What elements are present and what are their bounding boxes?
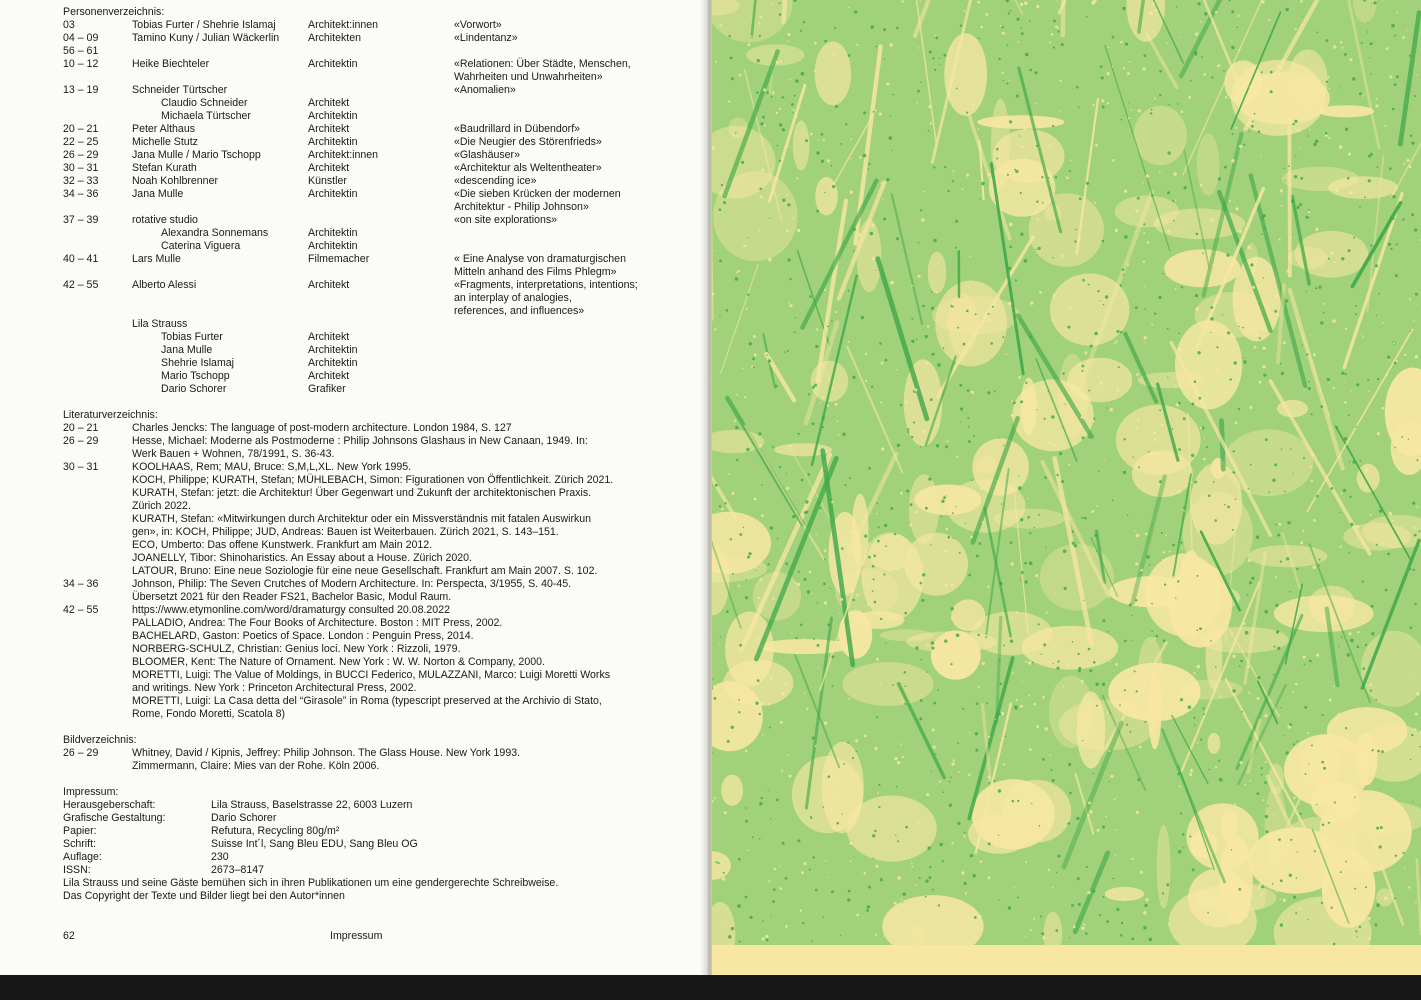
contribution-title: Architektur - Philip Johnson» [454,201,589,213]
person-role: Architektin [308,240,358,252]
literature-entry: MORETTI, Luigi: La Casa detta del “Girasole” in Roma (typescript preserved at the Archivio di Stato, [132,695,602,707]
right-page-image [712,0,1421,975]
person-pages: 42 – 55 [63,279,99,291]
person-role: Architekt:innen [308,149,379,161]
contribution-title: Wahrheiten und Unwahrheiten» [454,71,603,83]
literature-entry: Johnson, Philip: The Seven Crutches of Modern Architecture. In: Perspecta, 3/1955, S. 40-45. [132,578,572,590]
literature-entry: MORETTI, Luigi: The Value of Moldings, in BUCCI Federico, MULAZZANI, Marco: Luigi Moretti Works [132,669,611,681]
contribution-title: an interplay of analogies, [454,292,572,304]
person-role: Architekt [308,97,350,109]
person-name: Mario Tschopp [161,370,230,382]
person-role: Architekt [308,279,350,291]
person-pages: 34 – 36 [63,188,99,200]
impressum-note-line: Lila Strauss und seine Gäste bemühen sich in ihren Publikationen um eine gendergerechte Schreibweise. [63,877,559,889]
person-name: Jana Mulle [161,344,213,356]
running-footer-section: Impressum [330,930,383,942]
literature-pages: 30 – 31 [63,461,99,473]
person-pages: 26 – 29 [63,149,99,161]
impressum-label: Schrift: [63,838,96,850]
impressum-heading: Impressum: [63,786,119,798]
person-role: Künstler [308,175,347,187]
impressum-value: Refutura, Recycling 80g/m² [211,825,340,837]
impressum-label: ISSN: [63,864,91,876]
impressum-label: Papier: [63,825,97,837]
image-credit-entry: Whitney, David / Kipnis, Jeffrey: Philip Johnson. The Glass House. New York 1993. [132,747,521,759]
person-pages: 20 – 21 [63,123,99,135]
person-name: Caterina Viguera [161,240,241,252]
person-name: Tamino Kuny / Julian Wäckerlin [132,32,280,44]
impressum-label: Grafische Gestaltung: [63,812,166,824]
person-name: Noah Kohlbrenner [132,175,218,187]
person-role: Architekt:innen [308,19,379,31]
contribution-title: «Die Neugier des Störenfrieds» [454,136,602,148]
impressum-value: Suisse Int´l, Sang Bleu EDU, Sang Bleu OG [211,838,418,850]
person-name: Alberto Alessi [132,279,197,291]
literature-entry: ECO, Umberto: Das offene Kunstwerk. Frankfurt am Main 2012. [132,539,433,551]
left-page [0,0,708,975]
person-name: Michaela Türtscher [161,110,251,122]
person-pages: 32 – 33 [63,175,99,187]
literature-entry: https://www.etymonline.com/word/dramaturgy consulted 20.08.2022 [132,604,450,616]
literature-entry: Werk Bauen + Wohnen, 78/1991, S. 36-43. [132,448,335,460]
person-name: Lila Strauss [132,318,188,330]
person-name: Shehrie Islamaj [161,357,235,369]
literature-entry: JOANELLY, Tibor: Shinoharistics. An Essay about a House. Zürich 2020. [132,552,472,564]
person-name: Alexandra Sonnemans [161,227,269,239]
literature-entry: Übersetzt 2021 für den Reader FS21, Bachelor Basic, Modul Raum. [132,591,452,603]
literature-entry: BACHELARD, Gaston: Poetics of Space. London : Penguin Press, 2014. [132,630,474,642]
person-name: Dario Schorer [161,383,227,395]
contribution-title: «Glashäuser» [454,149,520,161]
contribution-title: «Die sieben Krücken der modernen [454,188,621,200]
person-name: Jana Mulle [132,188,184,200]
contribution-title: «Fragments, interpretations, intentions; [454,279,638,291]
literature-entry: Rome, Fondo Moretti, Scatola 8) [132,708,286,720]
literature-pages: 42 – 55 [63,604,99,616]
contribution-title: «Architektur als Weltentheater» [454,162,602,174]
literature-entry: and writings. New York : Princeton Architectural Press, 2002. [132,682,417,694]
literature-entry: KOOLHAAS, Rem; MAU, Bruce: S,M,L,XL. New York 1995. [132,461,412,473]
person-name: Lars Mulle [132,253,181,265]
literature-entry: Charles Jencks: The language of post-modern architecture. London 1984, S. 127 [132,422,512,434]
person-role: Architekten [308,32,361,44]
literature-entry: KURATH, Stefan: «Mitwirkungen durch Architektur oder ein Missverständnis mit fatalen Auswirkun [132,513,592,525]
person-name: Michelle Stutz [132,136,198,148]
literature-entry: NORBERG-SCHULZ, Christian: Genius loci. New York : Rizzoli, 1979. [132,643,461,655]
impressum-label: Auflage: [63,851,102,863]
person-role: Architektin [308,58,358,70]
person-name: rotative studio [132,214,198,226]
person-role: Architekt [308,331,350,343]
literature-pages: 34 – 36 [63,578,99,590]
literature-pages: 20 – 21 [63,422,99,434]
page-number: 62 [63,930,75,942]
person-name: Heike Biechteler [132,58,210,70]
person-role: Filmemacher [308,253,370,265]
person-pages: 40 – 41 [63,253,99,265]
literature-entry: BLOOMER, Kent: The Nature of Ornament. New York : W. W. Norton & Company, 2000. [132,656,545,668]
contribution-title: references, and influences» [454,305,585,317]
literature-entry: KOCH, Philippe; KURATH, Stefan; MÜHLEBACH, Simon: Figurationen von Öffentlichkeit. Zürich 2021. [132,474,614,486]
person-pages: 04 – 09 [63,32,99,44]
literature-entry: PALLADIO, Andrea: The Four Books of Architecture. Boston : MIT Press, 2002. [132,617,503,629]
person-name: Peter Althaus [132,123,196,135]
person-role: Architektin [308,188,358,200]
person-pages: 03 [63,19,75,31]
person-pages: 13 – 19 [63,84,99,96]
scanner-bed-edge [0,975,1421,1000]
person-name: Tobias Furter [161,331,223,343]
literature-entry: Hesse, Michael: Moderne als Postmoderne : Philip Johnsons Glashaus in New Canaan, 1949. In: [132,435,588,447]
person-pages: 56 – 61 [63,45,99,57]
contribution-title: «Baudrillard in Dübendorf» [454,123,581,135]
image-credit-pages: 26 – 29 [63,747,99,759]
person-role: Architektin [308,227,358,239]
image-credit-entry: Zimmermann, Claire: Mies van der Rohe. Köln 2006. [132,760,380,772]
personen-heading: Personenverzeichnis: [63,6,165,18]
literatur-heading: Literaturverzeichnis: [63,409,158,421]
person-pages: 37 – 39 [63,214,99,226]
contribution-title: «Lindentanz» [454,32,518,44]
contribution-title: «descending ice» [454,175,537,187]
person-name: Tobias Furter / Shehrie Islamaj [132,19,276,31]
contribution-title: «Relationen: Über Städte, Menschen, [454,58,631,70]
bild-heading: Bildverzeichnis: [63,734,137,746]
impressum-value: Dario Schorer [211,812,277,824]
impressum-value: 230 [211,851,229,863]
person-role: Architektin [308,357,358,369]
person-role: Grafiker [308,383,346,395]
person-name: Claudio Schneider [161,97,248,109]
foliage-halftone-image [712,0,1421,975]
contribution-title: « Eine Analyse von dramaturgischen [454,253,626,265]
impressum-value: Lila Strauss, Baselstrasse 22, 6003 Luzern [211,799,413,811]
literature-entry: Zürich 2022. [132,500,191,512]
literature-entry: gen», in: KOCH, Philippe; JUD, Andreas: Bauen ist Weiterbauen. Zürich 2021, S. 143–151. [132,526,559,538]
contribution-title: «Vorwort» [454,19,502,31]
person-role: Architektin [308,344,358,356]
impressum-value: 2673–8147 [211,864,265,876]
literature-pages: 26 – 29 [63,435,99,447]
person-name: Jana Mulle / Mario Tschopp [132,149,261,161]
person-role: Architektin [308,136,358,148]
contribution-title: «Anomalien» [454,84,516,96]
person-role: Architektin [308,110,358,122]
person-role: Architekt [308,162,350,174]
contribution-title: «on site explorations» [454,214,558,226]
contribution-title: Mitteln anhand des Films Phlegm» [454,266,617,278]
person-pages: 22 – 25 [63,136,99,148]
person-name: Schneider Türtscher [132,84,228,96]
person-name: Stefan Kurath [132,162,197,174]
person-pages: 10 – 12 [63,58,99,70]
impressum-note-line: Das Copyright der Texte und Bilder liegt bei den Autor*innen [63,890,345,902]
person-pages: 30 – 31 [63,162,99,174]
literature-entry: LATOUR, Bruno: Eine neue Soziologie für eine neue Gesellschaft. Frankfurt am Main 2007. S. 102. [132,565,598,577]
person-role: Architekt [308,123,350,135]
impressum-label: Herausgeberschaft: [63,799,156,811]
literature-entry: KURATH, Stefan: jetzt: die Architektur! Über Gegenwart und Zukunft der architektonischen Praxis. [132,487,592,499]
person-role: Architekt [308,370,350,382]
